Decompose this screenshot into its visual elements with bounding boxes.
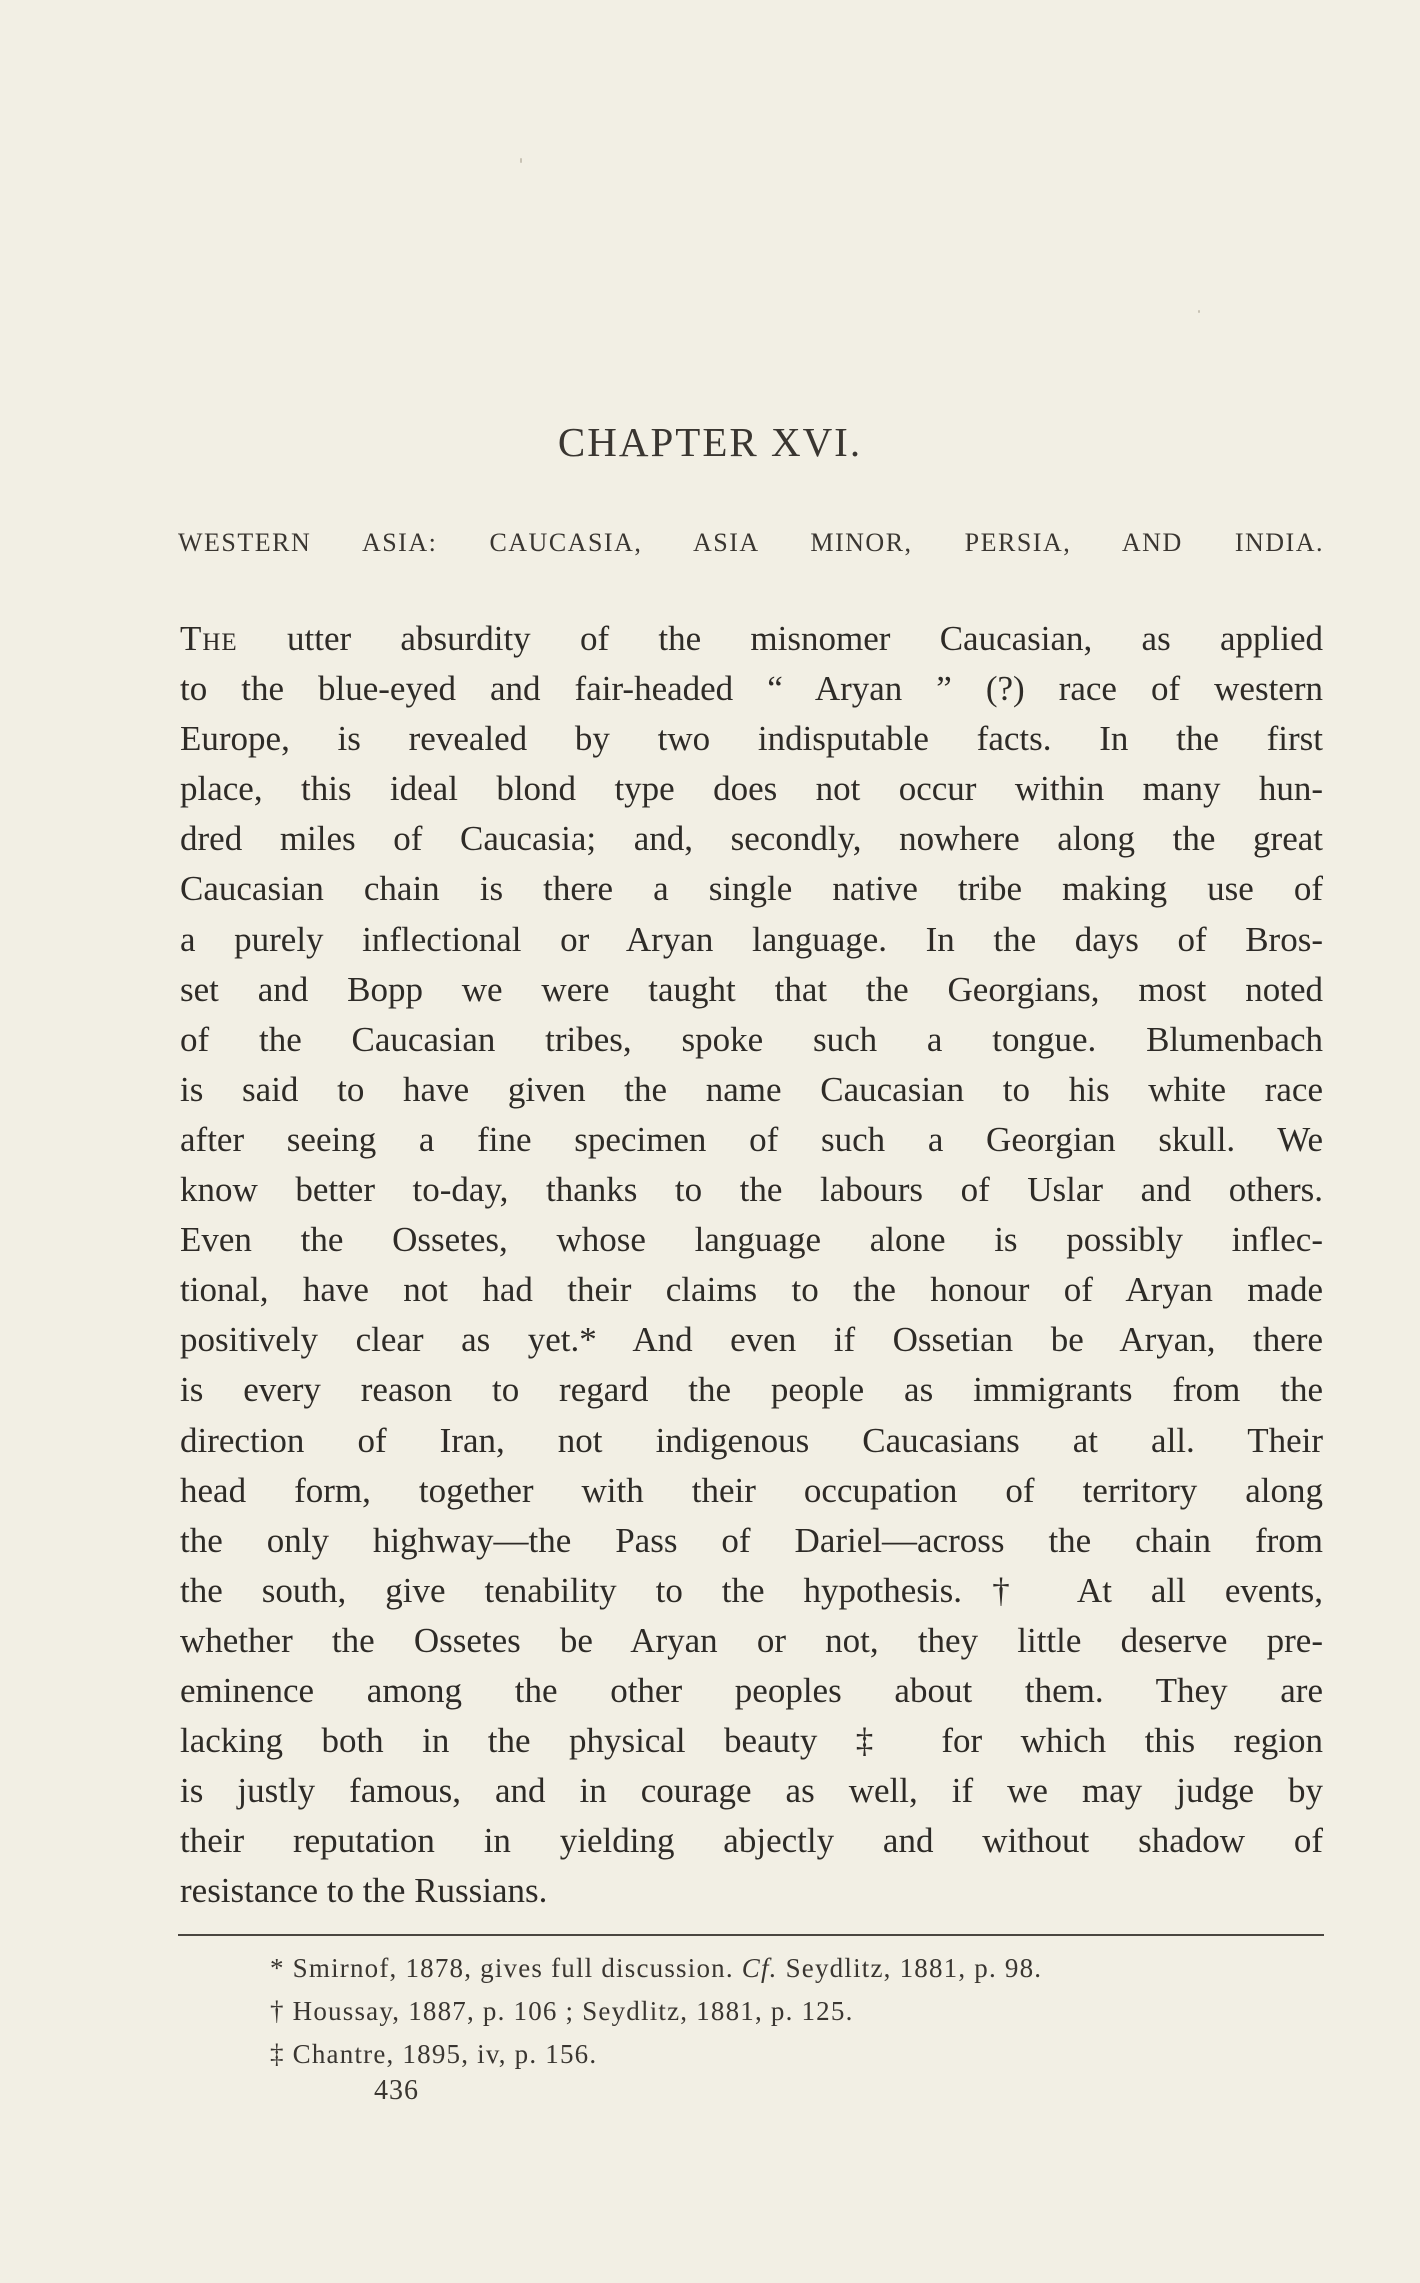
- footnote: [270, 2033, 1330, 2076]
- body-line: a purely inflectional or Aryan language. In the days of Bros-: [180, 919, 1323, 959]
- body-line: whether the Ossetes be Aryan or not, they little deserve pre-: [180, 1620, 1323, 1660]
- body-line: [180, 614, 1323, 664]
- paper-speck: [520, 158, 522, 163]
- body-line: head form, together with their occupation of territory along: [180, 1470, 1323, 1510]
- body-line: lacking both in the physical beauty ‡ for which this region: [180, 1721, 1323, 1761]
- body-line: their reputation in yielding abjectly and without shadow of: [180, 1821, 1323, 1861]
- body-paragraph: [180, 614, 1323, 1916]
- footnote-italic: Cf.: [741, 1953, 778, 1983]
- body-line: to the blue-eyed and fair-headed “ Aryan ” (?) race of western: [180, 669, 1323, 709]
- body-line: of the Caucasian tribes, spoke such a tongue. Blumenbach: [180, 1019, 1323, 1059]
- body-line: the only highway—the Pass of Dariel—across the chain from: [180, 1520, 1323, 1560]
- body-line: set and Bopp we were taught that the Georgians, most noted: [180, 969, 1323, 1009]
- page-number: 436: [374, 2075, 419, 2106]
- body-line-text: utter absurdity of the misnomer Caucasian, as applied: [237, 619, 1323, 658]
- footnote-text: * Smirnof, 1878, gives full discussion.: [270, 1953, 742, 1983]
- lead-word: The: [180, 619, 238, 658]
- body-line: is said to have given the name Caucasian to his white race: [180, 1069, 1323, 1109]
- footnote-text: ‡ Chantre, 1895, iv, p. 156.: [270, 2039, 598, 2069]
- body-line: Europe, is revealed by two indisputable facts. In the first: [180, 719, 1323, 759]
- chapter-subtitle: WESTERN ASIA: CAUCASIA, ASIA MINOR, PERSIA, AND INDIA.: [178, 528, 1324, 557]
- body-line: the south, give tenability to the hypothesis.† At all events,: [180, 1570, 1323, 1610]
- body-line: Caucasian chain is there a single native tribe making use of: [180, 869, 1323, 909]
- footnote-text: Seydlitz, 1881, p. 98.: [777, 1953, 1043, 1983]
- body-line: is justly famous, and in courage as well, if we may judge by: [180, 1771, 1323, 1811]
- chapter-title: CHAPTER XVI.: [557, 419, 863, 465]
- body-line: Even the Ossetes, whose language alone is possibly inflec-: [180, 1220, 1323, 1260]
- body-line: dred miles of Caucasia; and, secondly, nowhere along the great: [180, 819, 1323, 859]
- footnote: [270, 1947, 1330, 1990]
- footnote-text: † Houssay, 1887, p. 106 ; Seydlitz, 1881, p. 125.: [270, 1996, 854, 2026]
- paper-speck: [1198, 310, 1200, 313]
- body-line: place, this ideal blond type does not occur within many hun-: [180, 769, 1323, 809]
- body-line: after seeing a fine specimen of such a Georgian skull. We: [180, 1119, 1323, 1159]
- body-line: positively clear as yet.* And even if Ossetian be Aryan, there: [180, 1320, 1323, 1360]
- body-line: eminence among the other peoples about them. They are: [180, 1670, 1323, 1710]
- body-line: know better to-day, thanks to the labours of Uslar and others.: [180, 1170, 1323, 1210]
- footnote: [270, 1990, 1330, 2033]
- body-line: is every reason to regard the people as immigrants from the: [180, 1370, 1323, 1410]
- body-line: direction of Iran, not indigenous Caucasians at all. Their: [180, 1420, 1323, 1460]
- body-line: tional, have not had their claims to the honour of Aryan made: [180, 1270, 1323, 1310]
- body-line: resistance to the Russians.: [180, 1871, 548, 1911]
- footnote-rule: [178, 1934, 1324, 1936]
- footnotes: [270, 1947, 1330, 2076]
